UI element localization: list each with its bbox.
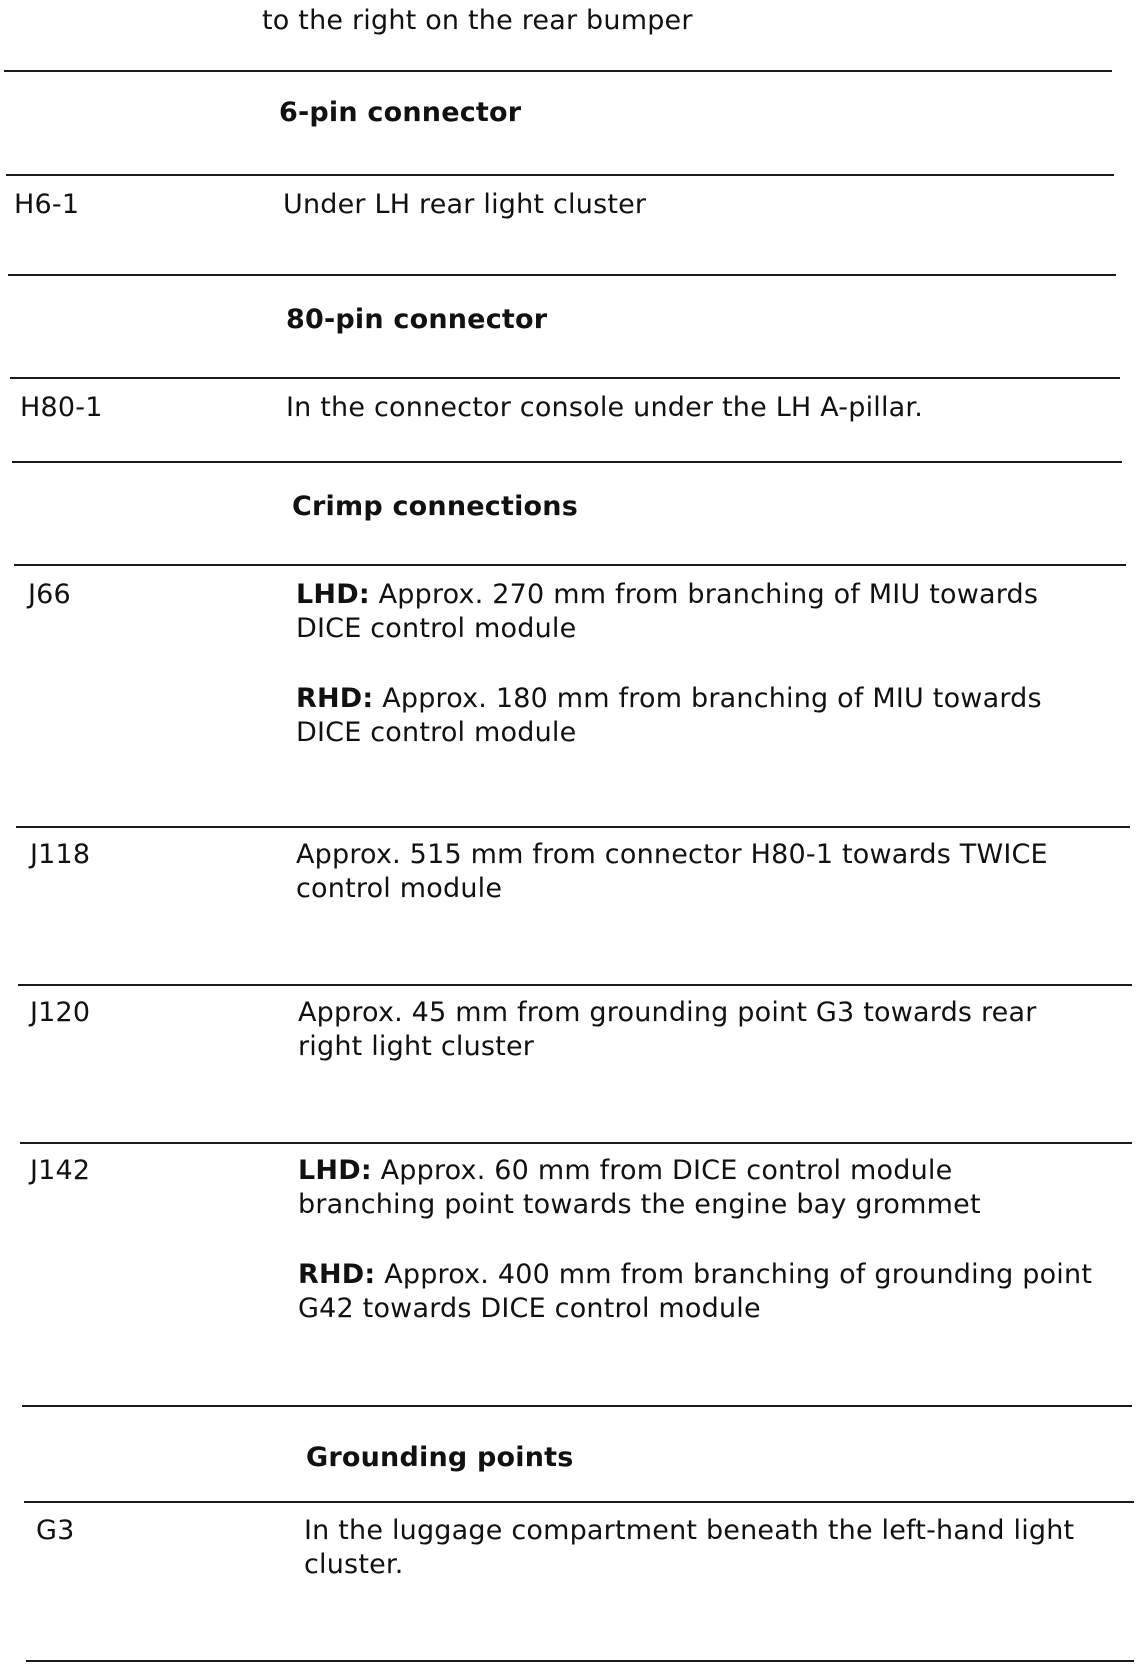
divider-rule (10, 377, 1120, 379)
location-line: In the luggage compartment beneath the left-hand light (304, 1515, 1075, 1546)
lhd-label: LHD: (298, 1155, 372, 1186)
intro-text: to the right on the rear bumper (262, 5, 693, 36)
crimp-location-j120 (298, 996, 1037, 1064)
rhd-line: Approx. 400 mm from branching of grounding point (375, 1259, 1093, 1290)
rhd-paragraph (296, 682, 1042, 750)
location-line: control module (296, 873, 503, 904)
divider-rule (16, 826, 1130, 828)
rhd-line: DICE control module (296, 717, 577, 748)
lhd-line: branching point towards the engine bay grommet (298, 1189, 981, 1220)
section-heading-80-pin: 80-pin connector (286, 304, 548, 335)
lhd-line: Approx. 60 mm from DICE control module (371, 1155, 953, 1186)
rhd-paragraph (298, 1258, 1092, 1326)
divider-rule (8, 274, 1116, 276)
crimp-id-j142: J142 (30, 1155, 91, 1186)
divider-rule (22, 1405, 1132, 1407)
grounding-location-g3 (304, 1514, 1074, 1582)
rhd-line: Approx. 180 mm from branching of MIU towards (373, 683, 1042, 714)
connector-id-h6-1: H6-1 (14, 189, 80, 220)
divider-rule (18, 984, 1132, 986)
divider-rule (12, 461, 1122, 463)
crimp-location-j66 (296, 578, 1042, 750)
section-heading-grounding: Grounding points (306, 1442, 574, 1473)
crimp-location-j118 (296, 838, 1048, 906)
lhd-paragraph (298, 1154, 1092, 1222)
divider-rule (24, 1501, 1134, 1503)
location-line: Approx. 45 mm from grounding point G3 towards rear (298, 997, 1037, 1028)
divider-rule (6, 174, 1114, 176)
location-line: cluster. (304, 1549, 404, 1580)
lhd-paragraph (296, 578, 1042, 646)
divider-rule (4, 70, 1112, 72)
crimp-id-j66: J66 (28, 579, 71, 610)
section-heading-6-pin: 6-pin connector (279, 97, 522, 128)
connector-id-h80-1: H80-1 (20, 392, 103, 423)
crimp-location-j142 (298, 1154, 1092, 1326)
lhd-line: DICE control module (296, 613, 577, 644)
lhd-line: Approx. 270 mm from branching of MIU towards (369, 579, 1039, 610)
crimp-id-j120: J120 (30, 997, 91, 1028)
rhd-label: RHD: (298, 1259, 376, 1290)
divider-rule (14, 564, 1126, 566)
crimp-id-j118: J118 (30, 839, 91, 870)
location-line: right light cluster (298, 1031, 535, 1062)
rhd-label: RHD: (296, 683, 374, 714)
section-heading-crimp: Crimp connections (292, 491, 578, 522)
divider-rule (20, 1142, 1132, 1144)
lhd-label: LHD: (296, 579, 370, 610)
connector-location-h80-1: In the connector console under the LH A-pillar. (286, 392, 924, 423)
rhd-line: G42 towards DICE control module (298, 1293, 761, 1324)
connector-location-h6-1: Under LH rear light cluster (283, 189, 647, 220)
grounding-id-g3: G3 (36, 1515, 75, 1546)
divider-rule (26, 1660, 1134, 1662)
location-line: Approx. 515 mm from connector H80-1 towards TWICE (296, 839, 1048, 870)
